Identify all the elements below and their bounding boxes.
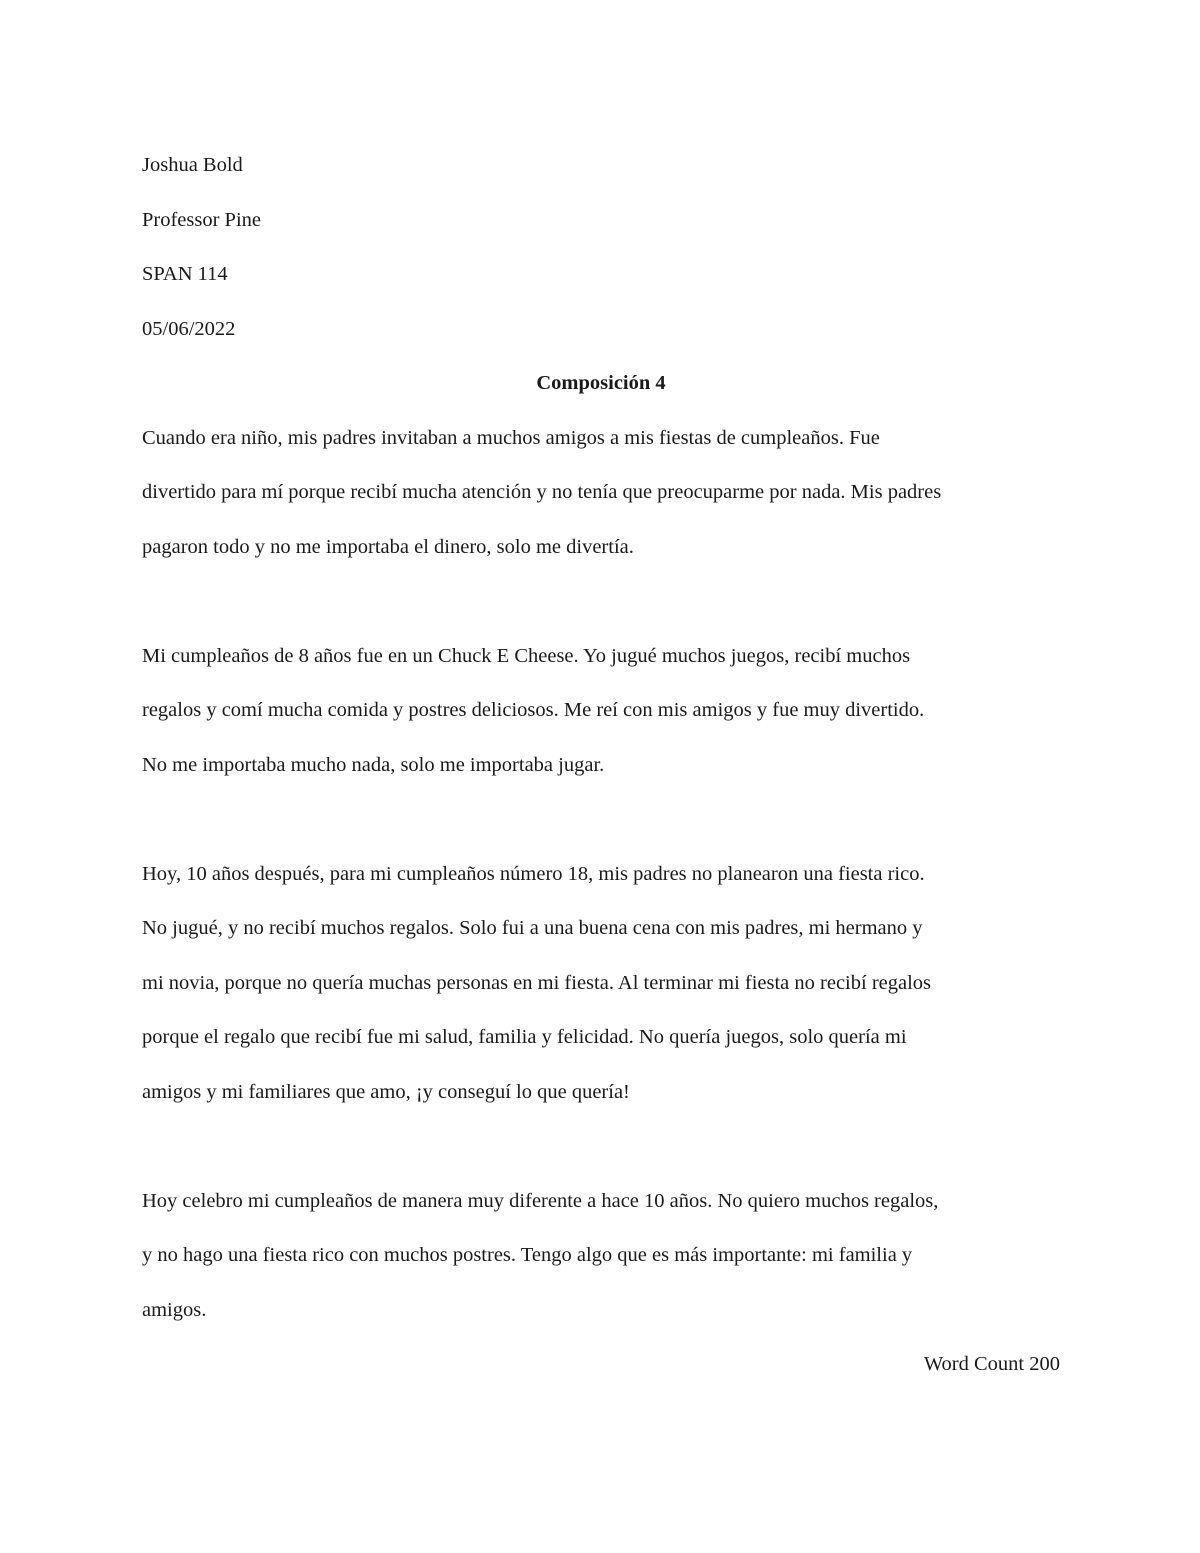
paragraph-line: divertido para mí porque recibí mucha atención y no tenía que preocuparme por nada. Mis padres bbox=[142, 481, 942, 503]
paragraph-spacer bbox=[142, 574, 1060, 629]
paragraph-line: Hoy, 10 años después, para mi cumpleaños número 18, mis padres no planearon una fiesta rico. bbox=[142, 862, 925, 885]
paragraph-spacer bbox=[142, 1119, 1060, 1174]
paragraph-line: mi novia, porque no quería muchas personas en mi fiesta. Al terminar mi fiesta no recibí regalos bbox=[142, 971, 932, 994]
paragraph-line: No jugué, y no recibí muchos regalos. Solo fui a una buena cena con mis padres, mi hermano y bbox=[142, 917, 923, 939]
paragraph-line: pagaron todo y no me importaba el dinero, solo me divertía. bbox=[142, 535, 634, 558]
word-count: Word Count 200 bbox=[923, 1353, 1060, 1375]
paragraph-2 bbox=[142, 629, 1060, 793]
paragraph-line: No me importaba mucho nada, solo me importaba jugar. bbox=[142, 753, 605, 776]
paragraph-line: regalos y comí mucha comida y postres deliciosos. Me reí con mis amigos y fue muy divertido. bbox=[142, 699, 925, 721]
paragraph-spacer bbox=[142, 792, 1060, 847]
paragraph-line: amigos. bbox=[142, 1298, 207, 1321]
paragraph-line: y no hago una fiesta rico con muchos postres. Tengo algo que es más importante: mi familia y bbox=[142, 1244, 913, 1266]
document-title: Composición 4 bbox=[536, 372, 666, 394]
paragraph-3 bbox=[142, 847, 1060, 1120]
paragraph-line: amigos y mi familiares que amo, ¡y conseguí lo que quería! bbox=[142, 1080, 630, 1103]
course-code: SPAN 114 bbox=[142, 263, 228, 285]
paragraph-line: Hoy celebro mi cumpleaños de manera muy diferente a hace 10 años. No quiero muchos regalos, bbox=[142, 1189, 939, 1212]
paragraph-line: Mi cumpleaños de 8 años fue en un Chuck E Cheese. Yo jugué muchos juegos, recibí muchos bbox=[142, 644, 911, 667]
author-name: Joshua Bold bbox=[142, 154, 243, 176]
paragraph-1 bbox=[142, 411, 1060, 575]
paragraph-4 bbox=[142, 1174, 1060, 1338]
paragraph-line: Cuando era niño, mis padres invitaban a muchos amigos a mis fiestas de cumpleaños. Fue bbox=[142, 426, 880, 449]
document-page bbox=[142, 138, 1060, 1392]
paragraph-line: porque el regalo que recibí fue mi salud, familia y felicidad. No quería juegos, solo quería mi bbox=[142, 1026, 907, 1048]
professor-name: Professor Pine bbox=[142, 208, 262, 231]
document-date: 05/06/2022 bbox=[142, 317, 236, 340]
